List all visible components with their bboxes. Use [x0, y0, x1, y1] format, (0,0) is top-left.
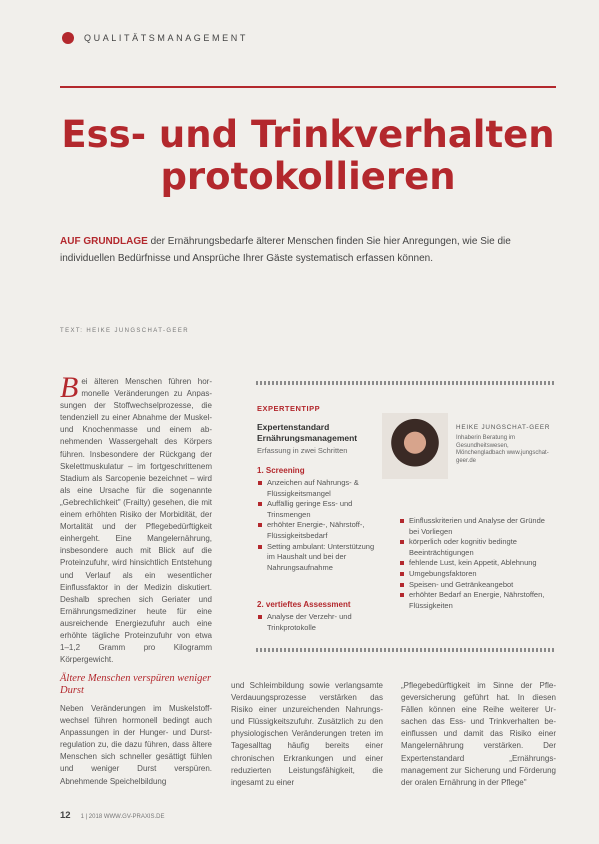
column-3-text: „Pflegebedürftigkeit im Sinne der Pflegeversicherung geführt hat. In diesen Fällen können eine Reihe weiterer Ursachen das Ess- und Trinkverhalten beeinflussen und damit das Risiko einer Mangelernährung verstärken. Der Expertenstandard „Ernährungsmanagement zur Sicherung und Förderung der oralen Ernährung in der Pflege": [401, 681, 556, 787]
page-footer: [60, 810, 165, 821]
list-item: erhöhter Bedarf an Energie, Nährstoffen, Flüssigkeiten: [399, 590, 556, 611]
list-item: erhöhter Energie-, Nährstoff-, Flüssigkeitsbedarf: [257, 520, 382, 541]
column-1: [60, 371, 212, 666]
step-1-list: [257, 478, 382, 573]
intro-paragraph: [60, 233, 556, 267]
intro-lead: AUF GRUNDLAGE: [60, 236, 148, 247]
list-item: Setting ambulant: Unterstützung im Haushalt und bei der Nahrungsaufnahme: [257, 542, 382, 574]
step-2-list: [399, 516, 556, 611]
column-2-text: und Schleimbildung sowie verlangsamte Verdauungsprozesse verstärken das Risiko einer unzureichenden Nahrungs- und Flüssigkeitszufuhr. Zusätzlich zu den physiologischen Veränderungen treten im Tagesalltag häufig bereits einer chronischen Erkrankungen und einer reduzierten Leistungsfähigkeit, die ingesamt zu einer: [231, 681, 383, 787]
column-3: [401, 680, 556, 789]
column-1-continued: [60, 703, 212, 788]
page-number: 12: [60, 810, 71, 821]
dropcap: B: [60, 371, 79, 404]
box-subtitle: Erfassung in zwei Schritten: [257, 446, 348, 455]
title-line-1: Ess- und Trinkverhalten: [61, 113, 555, 156]
section-label: QUALITÄTSMANAGEMENT: [84, 33, 248, 43]
step-3-list: [257, 612, 382, 633]
list-item: Umgebungsfaktoren: [399, 569, 556, 580]
list-item: Anzeichen auf Nahrungs- & Flüssigkeitsmangel: [257, 478, 382, 499]
step-1-heading: 1. Screening: [257, 466, 305, 475]
byline: TEXT: HEIKE JUNGSCHAT-GEER: [60, 328, 189, 334]
list-item: fehlende Lust, kein Appetit, Ablehnung: [399, 558, 556, 569]
list-item: Auffällig geringe Ess- und Trinsmengen: [257, 499, 382, 520]
footer-issue: 1 | 2018 WWW.GV-PRAXIS.DE: [80, 814, 165, 820]
author-info: [456, 424, 556, 466]
author-bio: Inhaberin Beratung im Gesundheitswesen, Mönchengladbach www.jungschat-geer.de: [456, 434, 549, 465]
title-line-2: protokollieren: [160, 155, 456, 198]
box-tag: EXPERTENTIPP: [257, 404, 321, 413]
column-1-text: ei älteren Menschen führen hormonelle Veränderungen zu Anpassungen der Stoffwechselprozesse, die tendenziell zu einer Abnahme der Muskel- und Knochenmasse und einem abnehmenden Wassergehalt des Körpers führen. Insbesondere der Rückgang der Skelettmuskulatur – im fortgeschrittenem Stadium als Sarcopenie bezeichnet – wird als eine Ursache für die sogenannte „Gebrechlichkeit" (Frailty) gesehen, die mit einem erhöhten Risiko der Morbidität, der Mortalität und der Pflegebedürftigkeit einhergeht. Eine Mangelernährung, insbesondere auch mit Blick auf die Proteinzufuhr, wird hinsichtlich Entstehung und Verlauf als ein wesentlicher Einflussfaktor in der Medizin diskutiert. Deshalb sprechen sich Geriater und Ernährungsmediziner heute für eine ausreichende Energiezufuhr auch eine erhöhte tägliche Proteinzufuhr von etwa 1–1,2 Gramm pro Kilogramm Körpergewicht.: [60, 377, 212, 665]
list-item: Speisen- und Getränkeangebot: [399, 580, 556, 591]
list-item: Einflusskriterien und Analyse der Gründe bei Vorliegen: [399, 516, 556, 537]
step-2-heading: 2. vertieftes Assessment: [257, 600, 351, 609]
list-item: Analyse der Verzehr- und Trinkprotokolle: [257, 612, 382, 633]
box-title: Expertenstandard Ernährungsmanagement: [257, 422, 358, 443]
box-top-border: [256, 381, 556, 385]
section-marker-icon: [62, 32, 74, 44]
page-title: [60, 114, 556, 198]
column-2: [231, 680, 383, 789]
subheading: Ältere Menschen verspüren weniger Durst: [60, 673, 212, 696]
column-1b-text: Neben Veränderungen im Muskelstoffwechsel führen hormonell bedingt auch Anpassungen in der Hunger- und Durstregulation zu, die dazu führen, dass ältere Menschen sich schneller gesättigt fühlen und weniger Durst verspüren. Abnehmende Speichelbildung: [60, 704, 212, 786]
box-bottom-border: [256, 648, 556, 652]
header-rule: [60, 86, 556, 88]
list-item: körperlich oder kognitiv bedingte Beeinträchtigungen: [399, 537, 556, 558]
author-photo: [382, 413, 448, 479]
author-name: HEIKE JUNGSCHAT-GEER: [456, 424, 551, 431]
intro-text: der Ernährungsbedarfe älterer Menschen finden Sie hier Anregungen, wie Sie die individuellen Bedürfnisse und Ansprüche Ihrer Gäste systematisch erfassen können.: [60, 236, 511, 264]
